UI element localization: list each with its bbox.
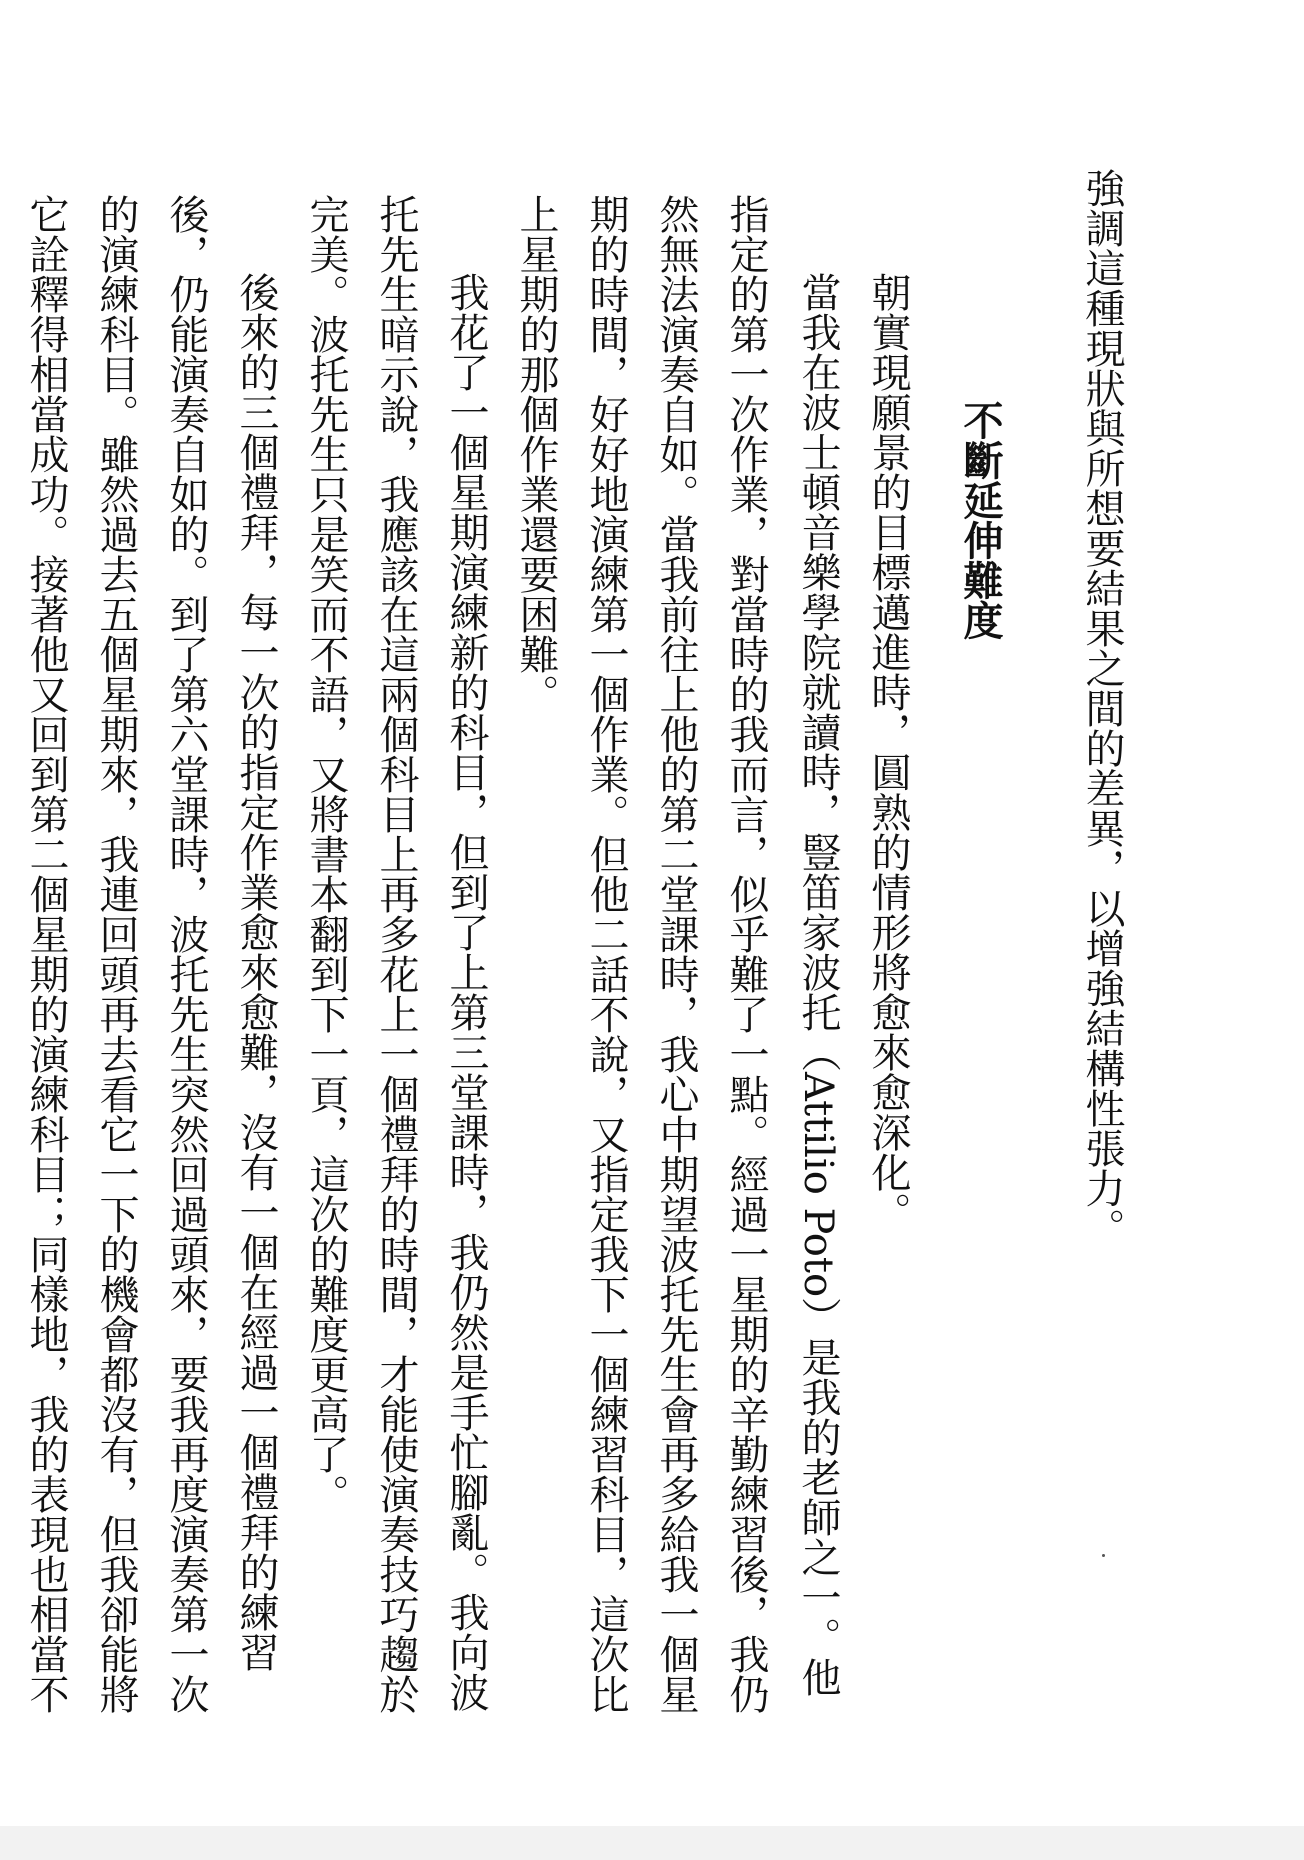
text-column-5: 指定的第一次作業，對當時的我而言，似乎難了一點。經過一星期的辛勤練習後，我仍 [723,194,769,1714]
text-column-7: 期的時間，好好地演練第一個作業。但他二話不說，又指定我下一個練習科目，這次比 [583,194,629,1714]
text-column-9: 我花了一個星期演練新的科目，但到了上第三堂課時，我仍然是手忙腳亂。我向波 [443,272,489,1712]
text-column-12: 後來的三個禮拜，每一次的指定作業愈來愈難，沒有一個在經過一個禮拜的練習 [233,272,279,1672]
text-column-1: 強調這種現狀與所想要結果之間的差異，以增強結構性張力。 [1079,168,1125,1248]
text-column-4: 當我在波士頓音樂學院就讀時，豎笛家波托（Attilio Poto）是我的老師之一。他 [795,272,841,1698]
text-column-6: 然無法演奏自如。當我前往上他的第二堂課時，我心中期望波托先生會再多給我一個星 [653,194,699,1714]
text-column-3: 朝實現願景的目標邁進時，圓熟的情形將愈來愈深化。 [865,272,911,1232]
text-column-15: 它詮釋得相當成功。接著他又回到第二個星期的演練科目；同樣地，我的表現也相當不 [23,194,69,1714]
viewer-bottom-strip [0,1826,1304,1860]
text-column-8: 上星期的那個作業還要困難。 [513,194,559,714]
stray-mark [1102,1554,1105,1557]
section-heading: 不斷延伸難度 [957,400,1003,640]
text-column-13: 後，仍能演奏自如的。到了第六堂課時，波托先生突然回過頭來，要我再度演奏第一次 [163,194,209,1714]
text-column-14: 的演練科目。雖然過去五個星期來，我連回頭再去看它一下的機會都沒有，但我卻能將 [93,194,139,1714]
text-column-11: 完美。波托先生只是笑而不語，又將書本翻到下一頁，這次的難度更高了。 [303,194,349,1514]
text-column-10: 托先生暗示說，我應該在這兩個科目上再多花上一個禮拜的時間，才能使演奏技巧趨於 [373,194,419,1714]
